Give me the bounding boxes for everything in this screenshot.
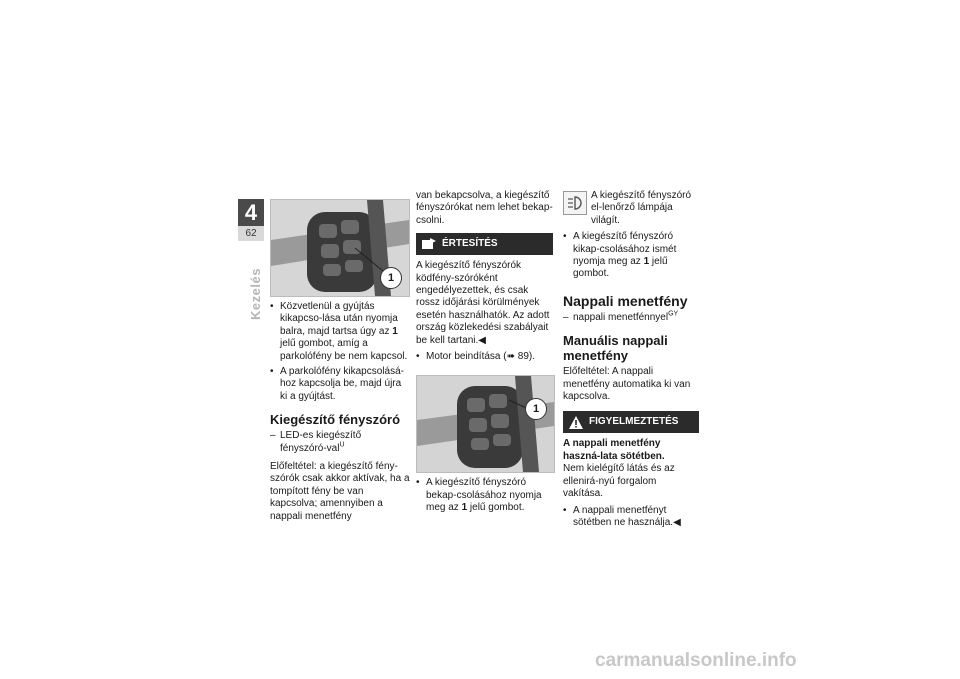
auxiliary-light-indicator-icon: [563, 191, 587, 215]
chapter-tab: [238, 199, 264, 241]
notice-box: [416, 233, 553, 255]
warning-box: [563, 411, 699, 433]
callout-1: 1: [380, 267, 402, 289]
page-number: 62: [238, 226, 264, 241]
list-item: • A parkolófény kikapcsolásá-hoz kapcsolja be, majd újra ki a gyújtást.: [270, 366, 410, 403]
column-2: [416, 190, 553, 518]
prerequisite-text: Előfeltétel: a kiegészítő fény-szórók csak akkor aktívak, ha a tompított fény be van kapcsolva; amennyiben a nappali menetfény: [270, 461, 410, 522]
list-item: • Közvetlenül a gyújtás kikapcso-lása után nyomja balra, majd tartsa úgy az 1 jelű gombot, amíg a parkolófény be nem kapcsol.: [270, 301, 410, 363]
list-item: • A kiegészítő fényszóró bekap-csolásához nyomja meg az 1 jelű gombot.: [416, 477, 553, 514]
switch-photo-1: [270, 199, 410, 297]
prerequisite-text: Előfeltétel: A nappali menetfény automatika ki van kapcsolva.: [563, 366, 691, 403]
list-item: • A kiegészítő fényszóró kikap-csolásához ismét nyomja meg az 1 jelű gombot.: [563, 231, 699, 281]
warning-title: FIGYELMEZTETÉS: [589, 416, 679, 428]
list-item: • Motor beindítása (➠ 89).: [416, 351, 553, 363]
warning-list: [563, 505, 699, 530]
warning-hazard: A nappali menetfény haszná-lata sötétben.: [563, 438, 665, 462]
switch-off-list: [563, 231, 699, 281]
indicator-note: [563, 190, 699, 227]
equipment-note: – nappali menetfénnyel$^{GY}$: [563, 312, 699, 324]
instruction-list: [270, 301, 410, 403]
indicator-text: A kiegészítő fényszóró el-lenőrző lámpája világít.: [591, 190, 692, 226]
section-heading: Kiegészítő fényszóró: [270, 412, 401, 428]
continued-text: van bekapcsolva, a kiegészítő fényszórókat nem lehet bekap-csolni.: [416, 190, 553, 226]
column-3: [563, 190, 699, 532]
switch-on-list: [416, 477, 553, 514]
notice-title: ÉRTESÍTÉS: [442, 238, 498, 250]
warning-icon: [569, 416, 583, 429]
column-1: [270, 199, 410, 523]
chapter-number: 4: [238, 199, 264, 226]
list-item: • A nappali menetfényt sötétben ne használja.◀: [563, 505, 699, 530]
section-label: Kezelés: [248, 268, 263, 320]
handlebar-switch-illustration: [417, 376, 554, 472]
switch-photo-2: [416, 375, 555, 473]
section-heading: Nappali menetfény: [563, 292, 688, 309]
warning-consequence: Nem kielégítő látás és az ellenirá-nyú forgalom vakítása.: [563, 463, 675, 500]
start-list: [416, 351, 553, 363]
notice-text: A kiegészítő fényszórók ködfény-szóróként engedélyezettek, és csak rossz időjárási körülmények esetén használhatók. Az adott ország közlekedési szabályait be kell tartani.◀: [416, 260, 550, 346]
subsection-heading: Manuális nappali menetfény: [563, 333, 668, 364]
notice-icon: [422, 238, 436, 250]
watermark: carmanualsonline.info: [595, 650, 797, 671]
equipment-note: – LED-es kiegészítő fényszóró-val$^U$: [270, 430, 410, 455]
callout-1: 1: [525, 398, 547, 420]
